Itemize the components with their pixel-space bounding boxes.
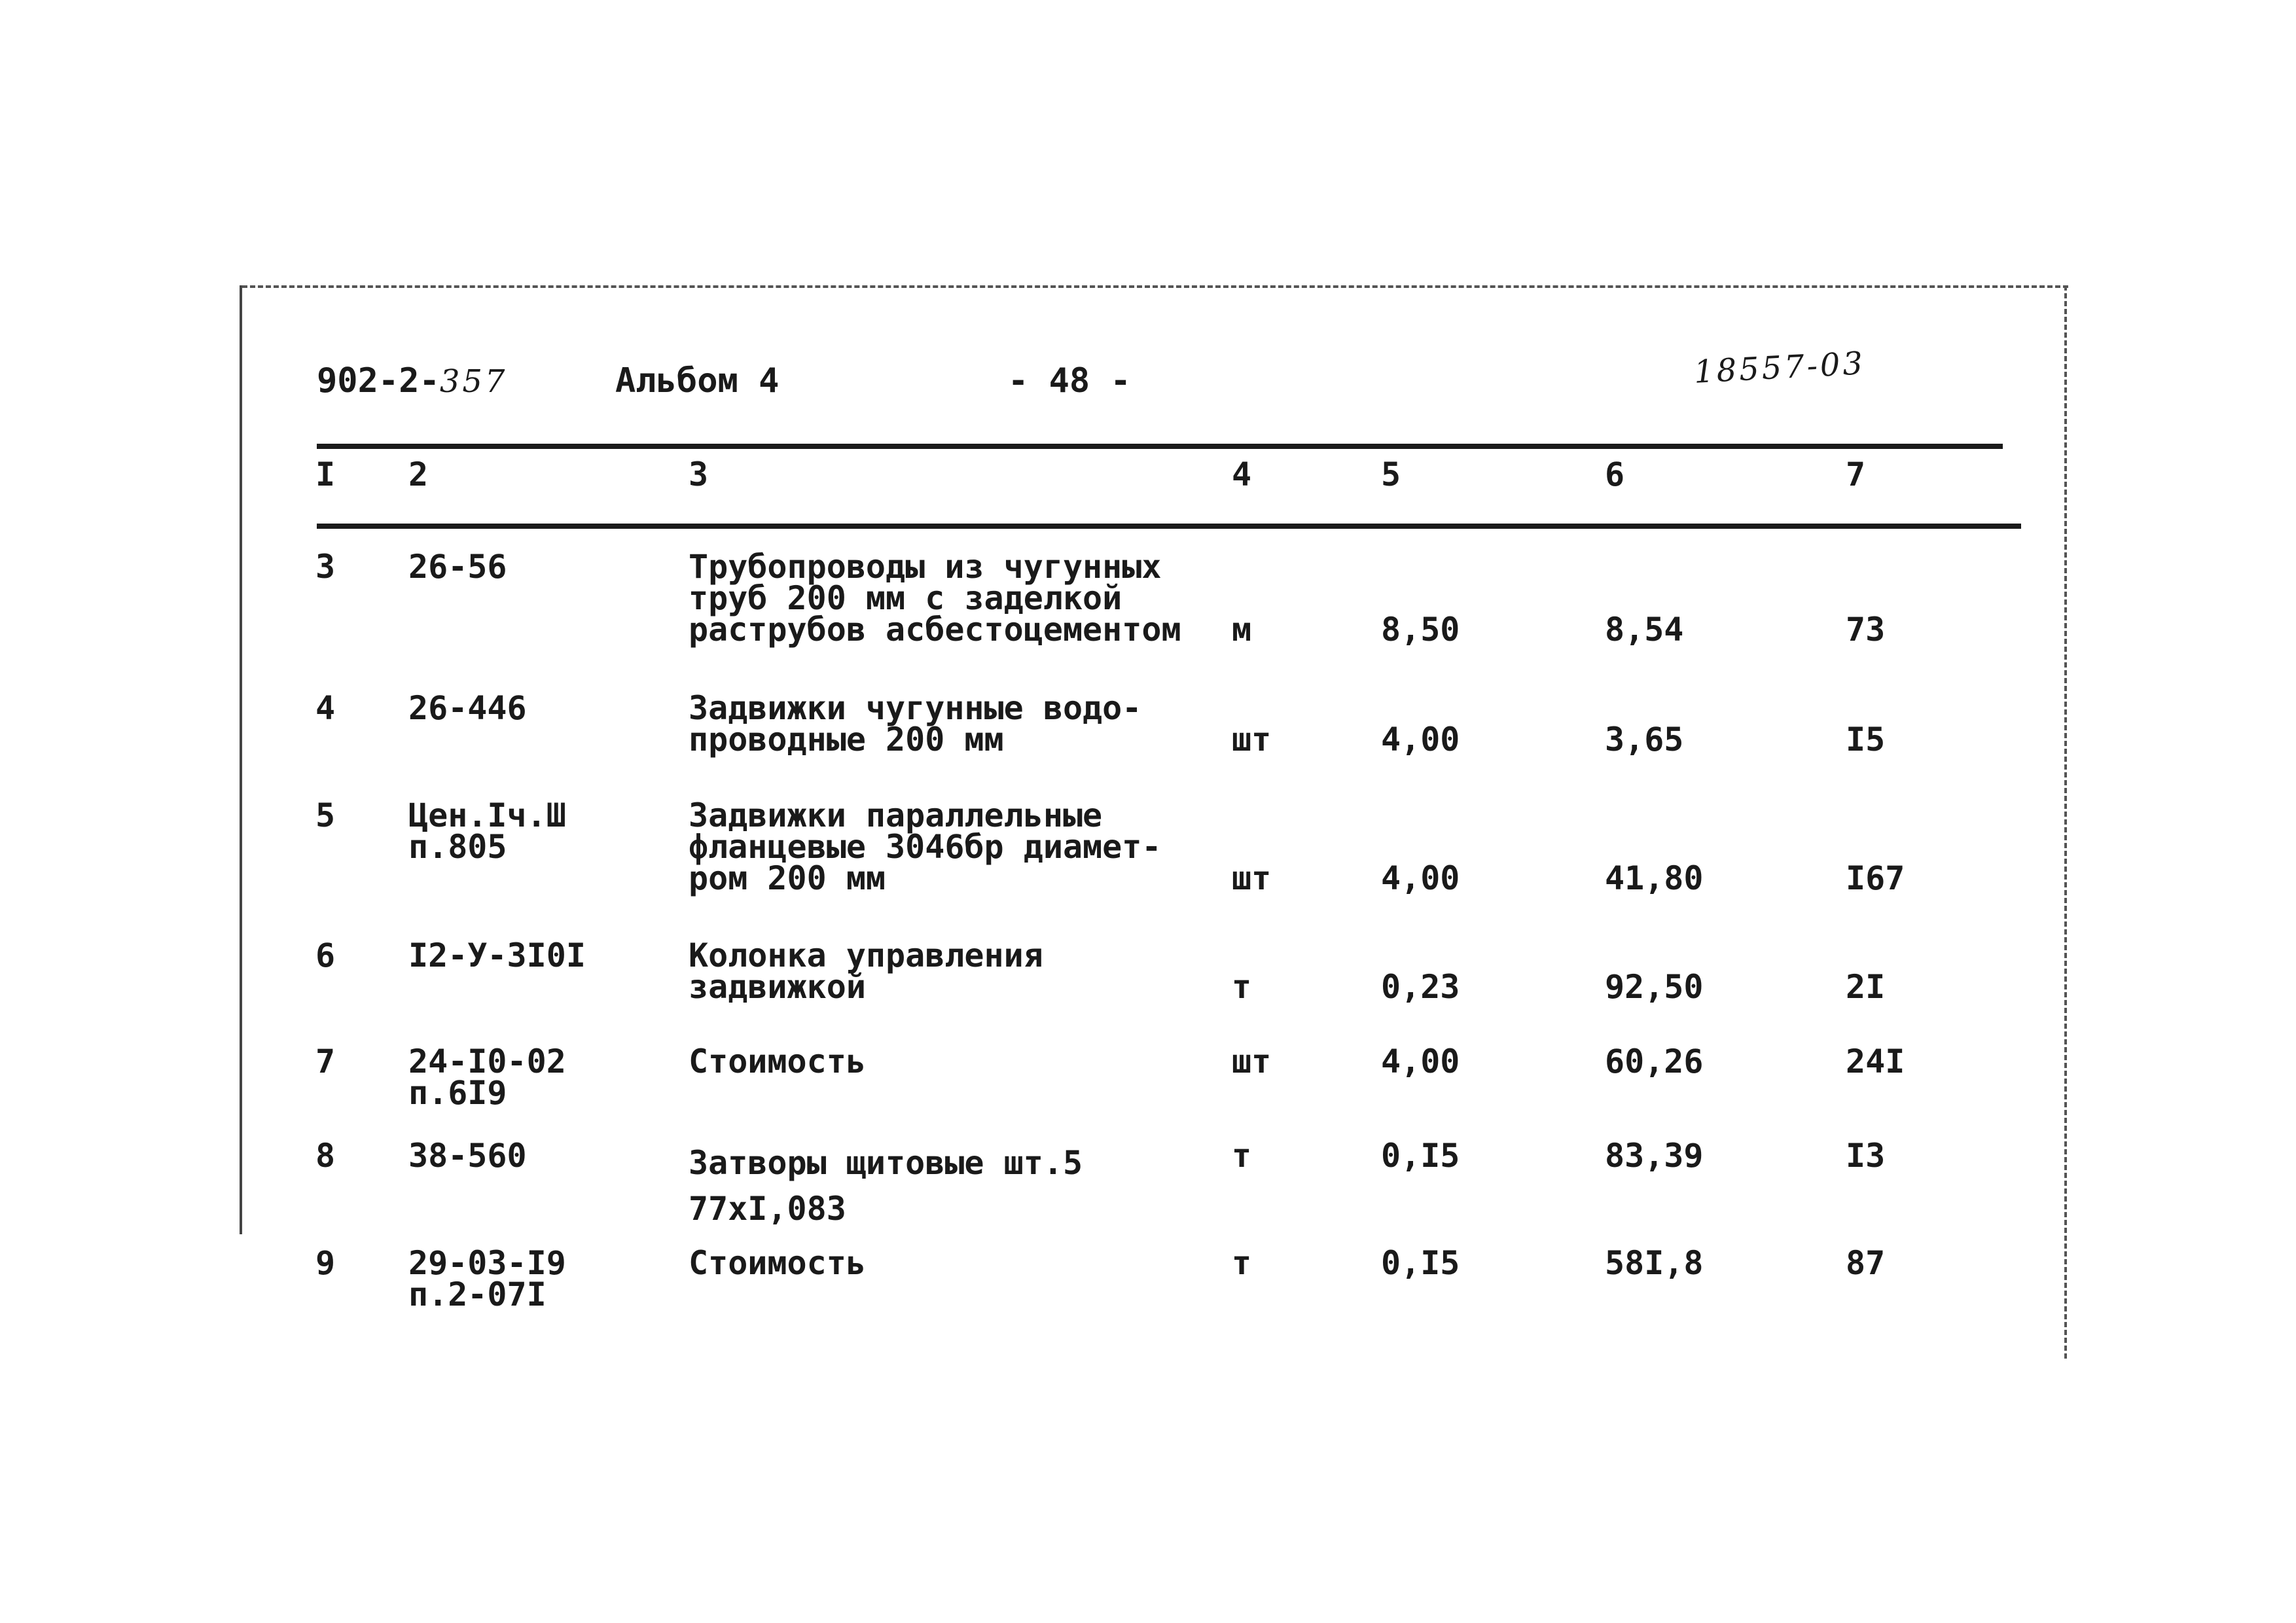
row-total: 24I (1846, 1043, 1905, 1080)
document-code: 902-2-357 (317, 361, 508, 401)
row-quantity: 8,50 (1381, 611, 1460, 649)
page-number: - 48 - (1008, 361, 1131, 401)
row-unit: т (1232, 1137, 1252, 1175)
row-unit: т (1232, 968, 1252, 1006)
column-header-5: 5 (1381, 455, 1401, 493)
row-quantity: 0,23 (1381, 968, 1460, 1006)
row-total: I3 (1846, 1137, 1886, 1175)
row-price: 3,65 (1605, 721, 1684, 758)
column-header-1: I (315, 455, 336, 493)
row-total: 87 (1846, 1244, 1886, 1282)
row-quantity: 0,I5 (1381, 1137, 1460, 1175)
row-code: I2-У-3I0I (408, 936, 586, 974)
column-header-2: 2 (408, 455, 429, 493)
row-unit: шт (1232, 1043, 1272, 1080)
row-price: 83,39 (1605, 1137, 1704, 1175)
row-total: 2I (1846, 968, 1886, 1006)
page-frame-right (2064, 285, 2067, 1359)
table-header-rule (317, 524, 2021, 529)
column-header-3: 3 (689, 455, 709, 493)
row-number: 5 (315, 796, 336, 834)
page-frame-left (240, 285, 242, 1234)
page-frame-top (242, 285, 2068, 288)
row-code: 26-56 (408, 548, 507, 586)
row-total: I5 (1846, 721, 1886, 758)
album-label: Альбом 4 (615, 361, 780, 401)
row-number: 8 (315, 1137, 336, 1175)
row-total: 73 (1846, 611, 1886, 649)
row-price: 41,80 (1605, 859, 1704, 897)
row-unit: м (1232, 611, 1252, 649)
row-code: Цен.Iч.Ш п.805 (408, 796, 566, 866)
row-name: Стоимость (689, 1043, 866, 1080)
row-unit: шт (1232, 721, 1272, 758)
row-code: 29-03-I9 п.2-07I (408, 1244, 566, 1313)
row-unit: т (1232, 1244, 1252, 1282)
row-number: 9 (315, 1244, 336, 1282)
row-name: Задвижки чугунные водо- проводные 200 мм (689, 689, 1142, 758)
row-name: Задвижки параллельные фланцевые 3046бр диамет- ром 200 мм (689, 796, 1162, 897)
row-number: 7 (315, 1043, 336, 1080)
row-name: Колонка управления задвижкой (689, 936, 1043, 1006)
column-header-6: 6 (1605, 455, 1625, 493)
row-code: 38-560 (408, 1137, 527, 1175)
row-number: 6 (315, 936, 336, 974)
column-header-7: 7 (1846, 455, 1866, 493)
row-name: Стоимость (689, 1244, 866, 1282)
row-name: Затворы щитовые шт.5 77хI,083 (689, 1144, 1083, 1228)
row-number: 3 (315, 548, 336, 586)
row-price: 8,54 (1605, 611, 1684, 649)
row-quantity: 0,I5 (1381, 1244, 1460, 1282)
row-quantity: 4,00 (1381, 1043, 1460, 1080)
row-price: 92,50 (1605, 968, 1704, 1006)
row-price: 60,26 (1605, 1043, 1704, 1080)
row-number: 4 (315, 689, 336, 727)
row-price: 58I,8 (1605, 1244, 1704, 1282)
row-code: 24-I0-02 п.6I9 (408, 1043, 566, 1112)
row-quantity: 4,00 (1381, 721, 1460, 758)
row-unit: шт (1232, 859, 1272, 897)
column-header-4: 4 (1232, 455, 1252, 493)
row-total: I67 (1846, 859, 1905, 897)
archive-number: 18557-03 (1693, 345, 1867, 391)
row-quantity: 4,00 (1381, 859, 1460, 897)
row-code: 26-446 (408, 689, 527, 727)
table-top-rule (317, 444, 2003, 449)
row-name: Трубопроводы из чугунных труб 200 мм с заделкой раструбов асбестоцементом (689, 548, 1181, 649)
